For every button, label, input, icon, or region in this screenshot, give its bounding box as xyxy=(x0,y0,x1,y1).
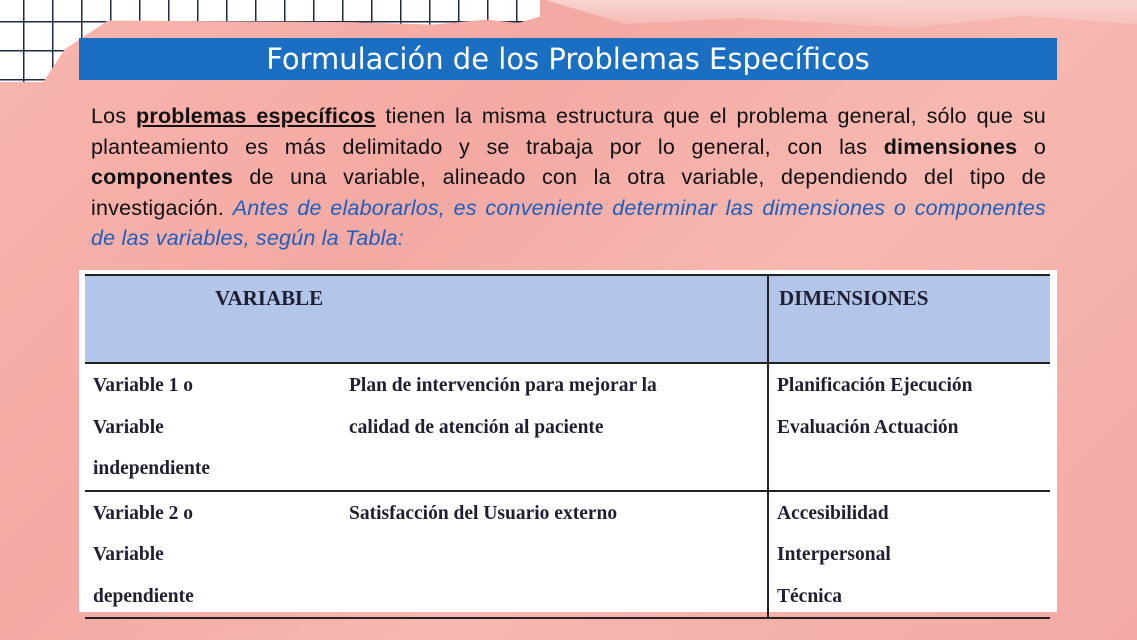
variables-table-container xyxy=(79,270,1057,612)
description-cell xyxy=(341,363,768,491)
variable-cell xyxy=(85,491,341,619)
intro-paragraph xyxy=(91,101,1046,254)
cell-line: Variable xyxy=(93,544,164,565)
variables-table xyxy=(85,274,1050,619)
text-antes-de-elaborarlos: Antes de elaborarlos, es conveniente determinar las dimensiones o componentes de las variables, según la Tabla: xyxy=(91,195,1046,250)
table-header-row xyxy=(85,275,1050,363)
header-variable: VARIABLE xyxy=(85,275,768,363)
text-los: Los xyxy=(91,104,137,128)
cell-line: Accesibilidad xyxy=(777,502,889,524)
text-o: o xyxy=(1017,134,1046,159)
cell-line: Variable 1 o xyxy=(93,375,194,396)
variable-cell xyxy=(85,363,341,491)
cell-line: Satisfacción del Usuario externo xyxy=(349,502,618,524)
description-cell xyxy=(341,491,768,619)
header-dimensiones: DIMENSIONES xyxy=(768,275,1050,363)
dimensions-cell xyxy=(768,363,1050,491)
cell-line: Plan de intervención para mejorar la xyxy=(349,375,657,396)
cell-line: Interpersonal xyxy=(777,544,891,565)
text-estructura: tienen la misma estructura que el problema general, sólo que su planteamiento es más delimitado y se trabaja por lo general, con las xyxy=(91,104,1046,159)
cell-line: Evaluación Actuación xyxy=(777,416,959,438)
cell-line: calidad de atención al paciente xyxy=(349,416,604,438)
slide-title xyxy=(79,38,1057,80)
cell-line: Planificación Ejecución xyxy=(777,375,973,396)
cell-line: Variable xyxy=(93,416,164,438)
text-problemas-especificos: problemas específicos xyxy=(136,104,376,128)
text-dimensiones: dimensiones xyxy=(883,134,1018,159)
cell-line: Variable 2 o xyxy=(93,502,194,524)
cell-line: independiente xyxy=(93,458,211,479)
table-row xyxy=(85,363,1050,491)
text-variable: de una variable, alineado con la otra variable, dependiendo del tipo de investigación. xyxy=(91,165,1046,220)
text-componentes: componentes xyxy=(91,165,233,189)
table-row xyxy=(85,491,1050,619)
dimensions-cell xyxy=(768,491,1050,619)
slide-title-text: Formulación de los Problemas Específicos xyxy=(266,42,870,76)
cell-line: dependiente xyxy=(93,585,194,607)
cell-line: Técnica xyxy=(777,585,842,607)
